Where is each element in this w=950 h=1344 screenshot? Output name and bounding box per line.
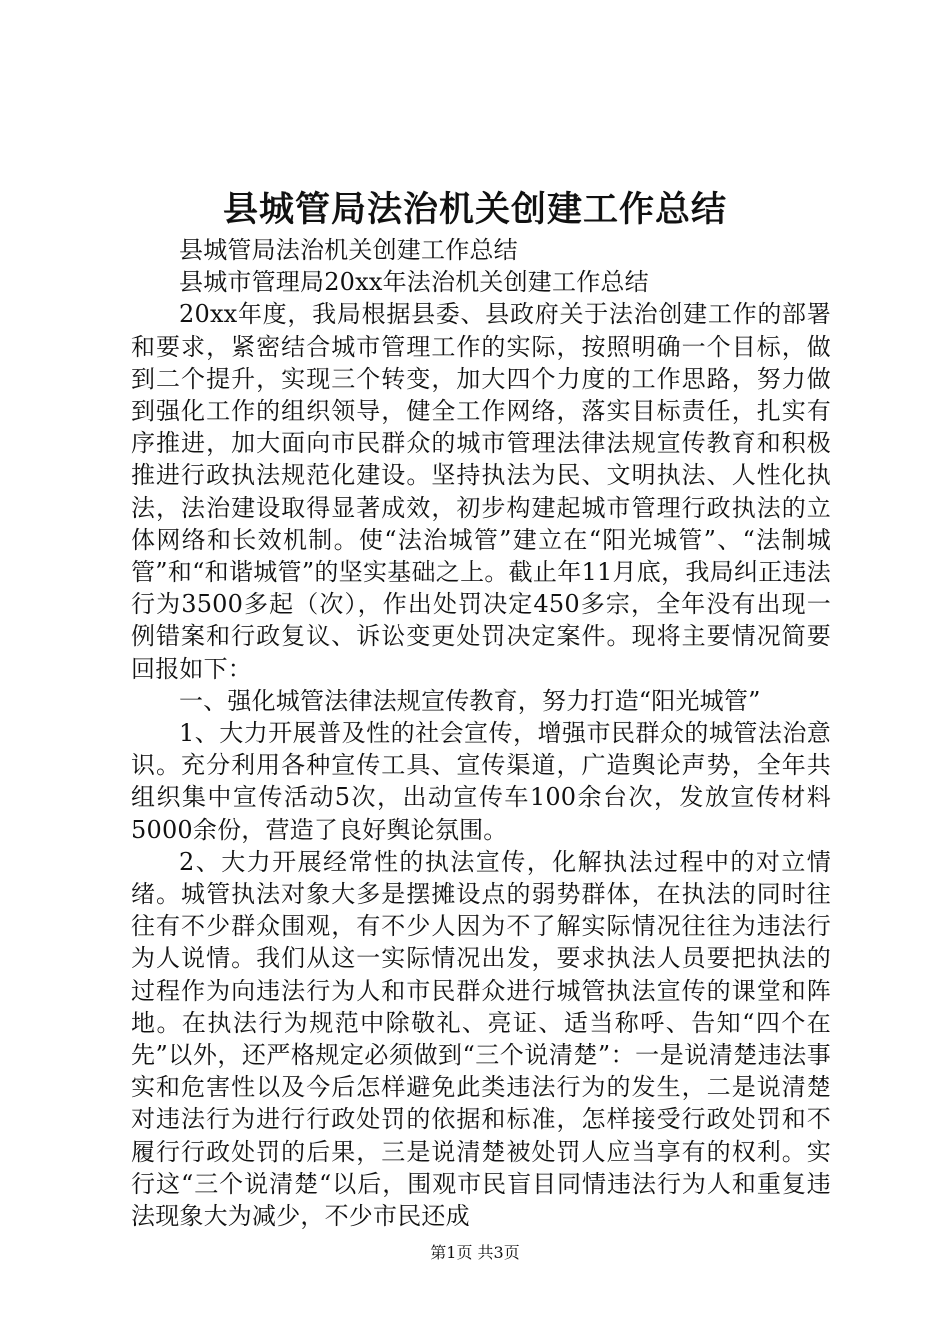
document-title: 县城管局法治机关创建工作总结 bbox=[222, 189, 727, 230]
section-heading-one: 一、强化城管法律法规宣传教育，努力打造“阳光城管” bbox=[179, 686, 761, 715]
page-number-footer: 第1页 共3页 bbox=[430, 1243, 520, 1262]
document-body bbox=[131, 234, 831, 1232]
paragraph-item-1: 1、大力开展普及性的社会宣传，增强市民群众的城管法治意识。充分利用各种宣传工具、宣传渠道，广造舆论声势，全年共组织集中宣传活动5次，出动宣传车100余台次，发放宣传材料5000余份，营造了良好舆论氛围。 bbox=[131, 719, 831, 844]
paragraph-repeated-title: 县城管局法治机关创建工作总结 bbox=[179, 236, 518, 264]
paragraph-subtitle: 县城市管理局20xx年法治机关创建工作总结 bbox=[179, 268, 649, 297]
paragraph-item-2: 2、大力开展经常性的执法宣传，化解执法过程中的对立情绪。城管执法对象大多是摆摊设点的弱势群体，在执法的同时往往有不少群众围观，有不少人因为不了解实际情况往往为违法行为人说情。我们从这一实际情况出发，要求执法人员要把执法的过程作为向违法行为人和市民群众进行城管执法宣传的课堂和阵地。在执法行为规范中除敬礼、亮证、适当称呼、告知“四个在先”以外，还严格规定必须做到“三个说清楚”：一是说清楚违法事实和危害性以及今后怎样避免此类违法行为的发生，二是说清楚对违法行为进行行政处罚的依据和标准，怎样接受行政处罚和不履行行政处罚的后果，三是说清楚被处罚人应当享有的权利。实行这“三个说清楚“以后，围观市民盲目同情违法行为人和重复违法现象大为减少，不少市民还成 bbox=[131, 847, 831, 1231]
paragraph-introduction: 20xx年度，我局根据县委、县政府关于法治创建工作的部署和要求，紧密结合城市管理工作的实际，按照明确一个目标，做到二个提升，实现三个转变，加大四个力度的工作思路，努力做到强化工作的组织领导，健全工作网络，落实目标责任，扎实有序推进，加大面向市民群众的城市管理法律法规宣传教育和积极推进行政执法规范化建设。坚持执法为民、文明执法、人性化执法，法治建设取得显著成效，初步构建起城市管理行政执法的立体网络和长效机制。使“法治城管”建立在“阳光城管”、“法制城管”和“和谐城管”的坚实基础之上。截止年11月底，我局纠正违法行为3500多起（次），作出处罚决定450多宗，全年没有出现一例错案和行政复议、诉讼变更处罚决定案件。现将主要情况简要回报如下： bbox=[131, 300, 831, 683]
